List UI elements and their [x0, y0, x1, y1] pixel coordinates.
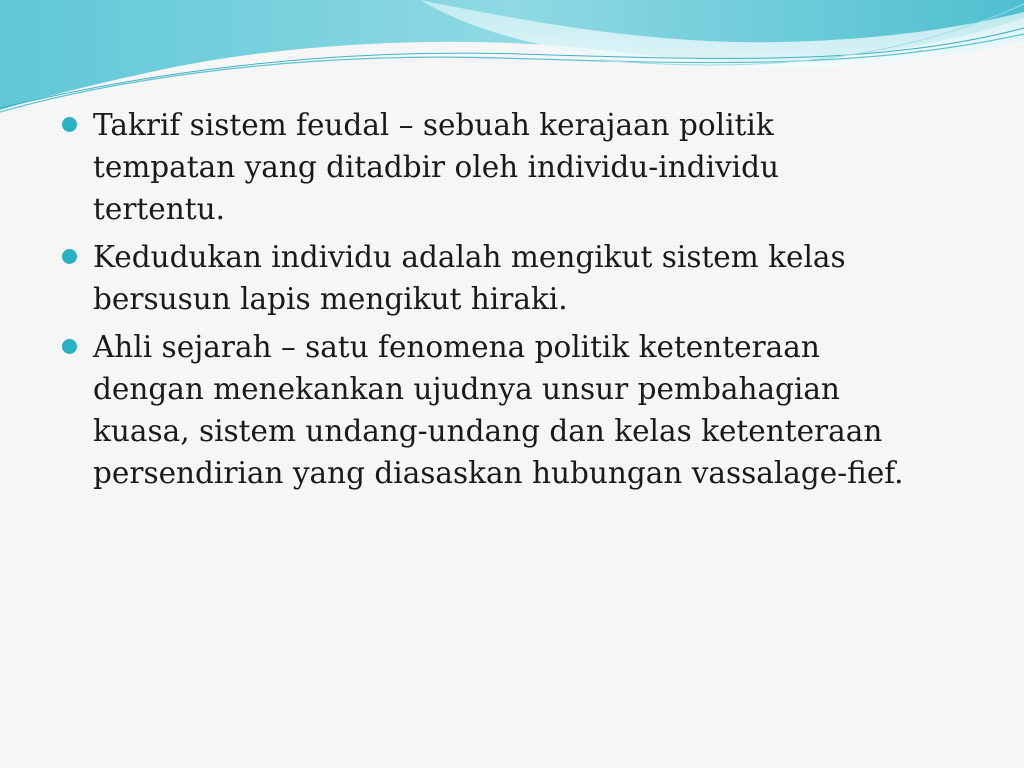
bullet-1-line-3: tertentu.	[93, 192, 225, 226]
bullet-3-line-4: persendirian yang diasaskan hubungan vassalage-fief.	[93, 456, 904, 490]
bullet-2-line-1: Kedudukan individu adalah mengikut sistem kelas	[93, 240, 846, 274]
circle-bullet-icon	[62, 117, 77, 132]
content-area	[62, 104, 962, 500]
bullet-1-line-1: Takrif sistem feudal – sebuah kerajaan politik	[93, 108, 774, 142]
bullet-2-line-2: bersusun lapis mengikut hiraki.	[93, 282, 568, 316]
circle-bullet-icon	[62, 339, 77, 354]
bullet-1-line-2: tempatan yang ditadbir oleh individu-individu	[93, 150, 780, 184]
bullet-item-1	[62, 104, 962, 230]
circle-bullet-icon	[62, 249, 77, 264]
bullet-3-line-1: Ahli sejarah – satu fenomena politik ketenteraan	[93, 330, 820, 364]
bullet-3-line-2: dengan menekankan ujudnya unsur pembahagian	[93, 372, 840, 406]
bullet-3-line-3: kuasa, sistem undang-undang dan kelas ketenteraan	[93, 414, 883, 448]
bullet-list	[62, 104, 962, 494]
bullet-item-2	[62, 236, 962, 320]
bullet-item-3	[62, 326, 962, 494]
